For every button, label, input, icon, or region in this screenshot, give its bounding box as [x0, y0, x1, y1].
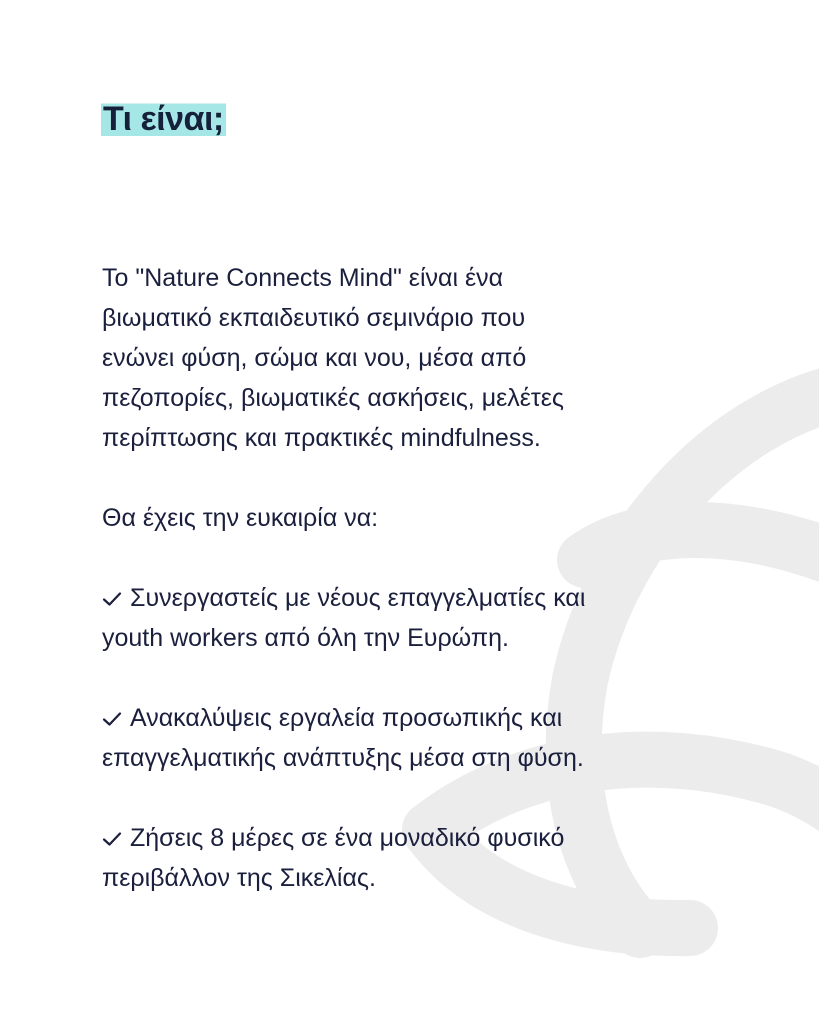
- intro-line: περίπτωσης και πρακτικές mindfulness.: [102, 424, 541, 452]
- check-icon: [102, 711, 122, 727]
- benefit-item: [102, 698, 742, 778]
- benefit-text: youth workers από όλη την Ευρώπη.: [102, 624, 509, 652]
- benefit-item: [102, 578, 742, 658]
- benefit-text: Ανακαλύψεις εργαλεία προσωπικής και: [130, 704, 563, 732]
- title-block: [101, 102, 226, 136]
- intro-line: βιωματικό εκπαιδευτικό σεμινάριο που: [102, 304, 526, 332]
- intro-paragraph: [102, 258, 742, 458]
- main-text: [102, 258, 742, 898]
- check-icon: [102, 831, 122, 847]
- intro-line: πεζοπορίες, βιωματικές ασκήσεις, μελέτες: [102, 384, 564, 412]
- benefit-text: περιβάλλον της Σικελίας.: [102, 864, 376, 892]
- check-icon: [102, 591, 122, 607]
- benefit-text: Ζήσεις 8 μέρες σε ένα μοναδικό φυσικό: [130, 824, 565, 852]
- intro-line: Το "Nature Connects Mind" είναι ένα: [102, 264, 504, 292]
- benefit-text: Συνεργαστείς με νέους επαγγελματίες και: [130, 584, 586, 612]
- benefit-item: [102, 818, 742, 898]
- page-title: Τι είναι;: [103, 100, 224, 138]
- intro-line: ενώνει φύση, σώμα και νου, μέσα από: [102, 344, 527, 372]
- opportunity-lead: Θα έχεις την ευκαιρία να:: [102, 504, 379, 532]
- benefit-text: επαγγελματικής ανάπτυξης μέσα στη φύση.: [102, 744, 584, 772]
